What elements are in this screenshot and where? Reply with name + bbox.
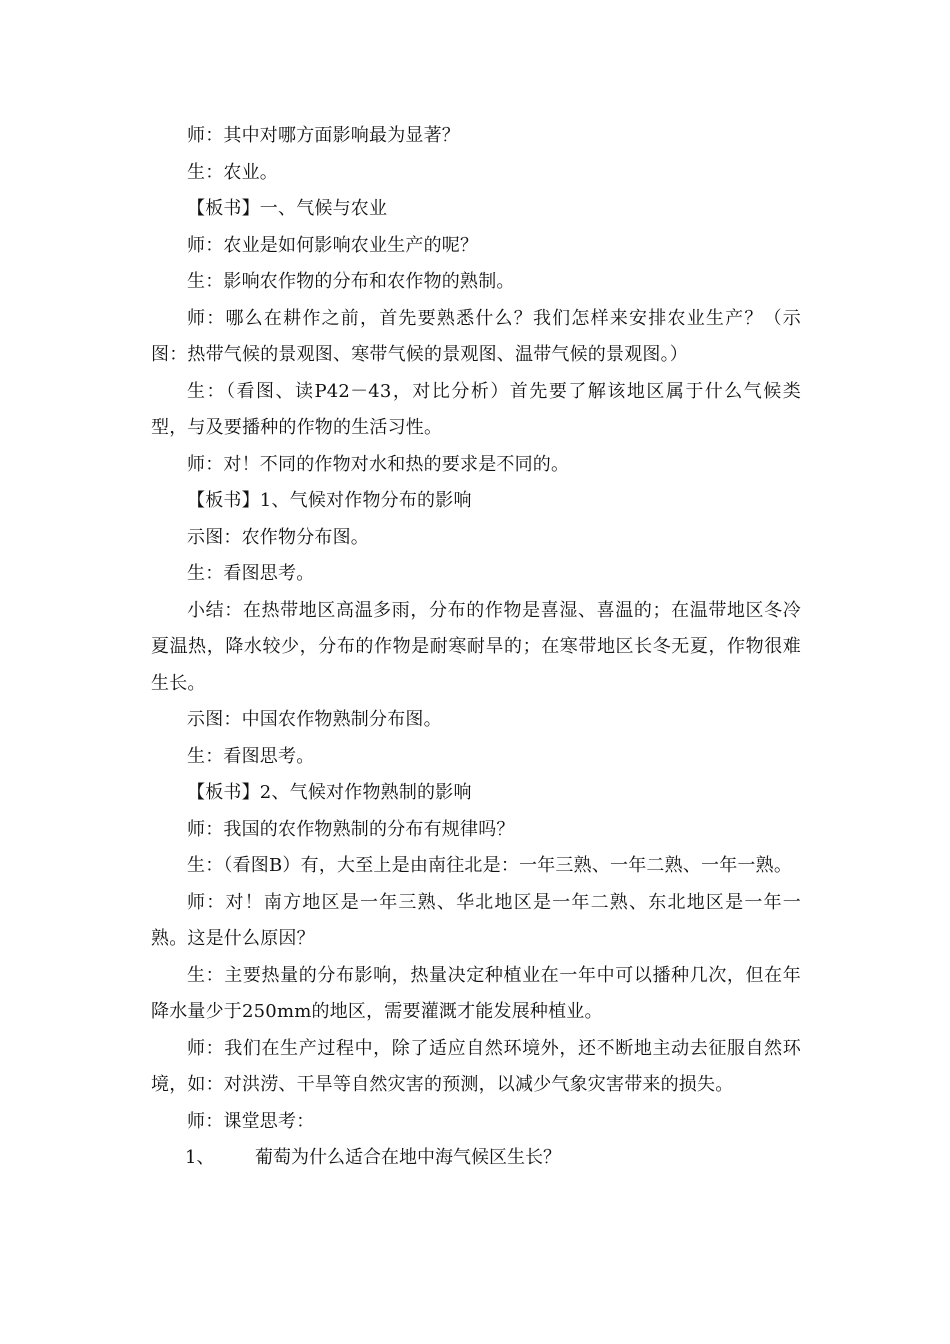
paragraph-student-answer: 生：（看图、读P42－43，对比分析）首先要了解该地区属于什么气候类型，与及要播种的作物的生活习性。 (151, 380, 801, 438)
paragraph-teacher-remark: 师：对！南方地区是一年三熟、华北地区是一年二熟、东北地区是一年一熟。这是什么原因？ (151, 891, 801, 949)
paragraph-student-answer: 生：看图思考。 (187, 563, 315, 584)
paragraph-teacher-question: 师：哪么在耕作之前，首先要熟悉什么？我们怎样来安排农业生产？（示图：热带气候的景观图、寒带气候的景观图、温带气候的景观图。） (151, 307, 801, 365)
paragraph-teacher-remark: 师：对！不同的作物对水和热的要求是不同的。 (187, 453, 570, 475)
paragraph-student-answer: 生：看图思考。 (187, 745, 315, 767)
list-item-number: 1、 (185, 1147, 215, 1168)
paragraph-student-answer: 生：（看图B）有，大至上是由南往北是：一年三熟、一年二熟、一年一熟。 (187, 855, 793, 876)
paragraph-show-figure: 示图：中国农作物熟制分布图。 (187, 709, 442, 730)
paragraph-student-answer: 生：影响农作物的分布和农作物的熟制。 (187, 271, 515, 292)
paragraph-board-heading: 【板书】1、气候对作物分布的影响 (187, 490, 472, 511)
paragraph-teacher-prompt: 师：课堂思考： (187, 1110, 315, 1132)
paragraph-student-answer: 生：农业。 (187, 161, 278, 183)
list-item-text: 葡萄为什么适合在地中海气候区生长？ (255, 1147, 561, 1168)
paragraph-teacher-question: 师：我国的农作物熟制的分布有规律吗？ (187, 818, 515, 840)
paragraph-summary: 小结：在热带地区高温多雨，分布的作物是喜湿、喜温的；在温带地区冬冷夏温热，降水较少，分布的作物是耐寒耐旱的；在寒带地区长冬无夏，作物很难生长。 (151, 599, 801, 694)
paragraph-board-heading: 【板书】2、气候对作物熟制的影响 (187, 782, 472, 803)
document-body (151, 118, 801, 1177)
list-item (151, 1140, 801, 1177)
paragraph-show-figure: 示图：农作物分布图。 (187, 526, 369, 548)
paragraph-teacher-question: 师：农业是如何影响农业生产的呢？ (187, 234, 479, 256)
paragraph-board-heading: 【板书】一、气候与农业 (187, 198, 388, 219)
paragraph-student-answer: 生：主要热量的分布影响，热量决定种植业在一年中可以播种几次，但在年降水量少于250mm的地区，需要灌溉才能发展种植业。 (151, 964, 801, 1022)
paragraph-teacher-question: 师：其中对哪方面影响最为显著？ (187, 125, 460, 146)
paragraph-teacher-remark: 师：我们在生产过程中，除了适应自然环境外，还不断地主动去征服自然环境，如：对洪涝、干旱等自然灾害的预测，以减少气象灾害带来的损失。 (151, 1037, 801, 1095)
